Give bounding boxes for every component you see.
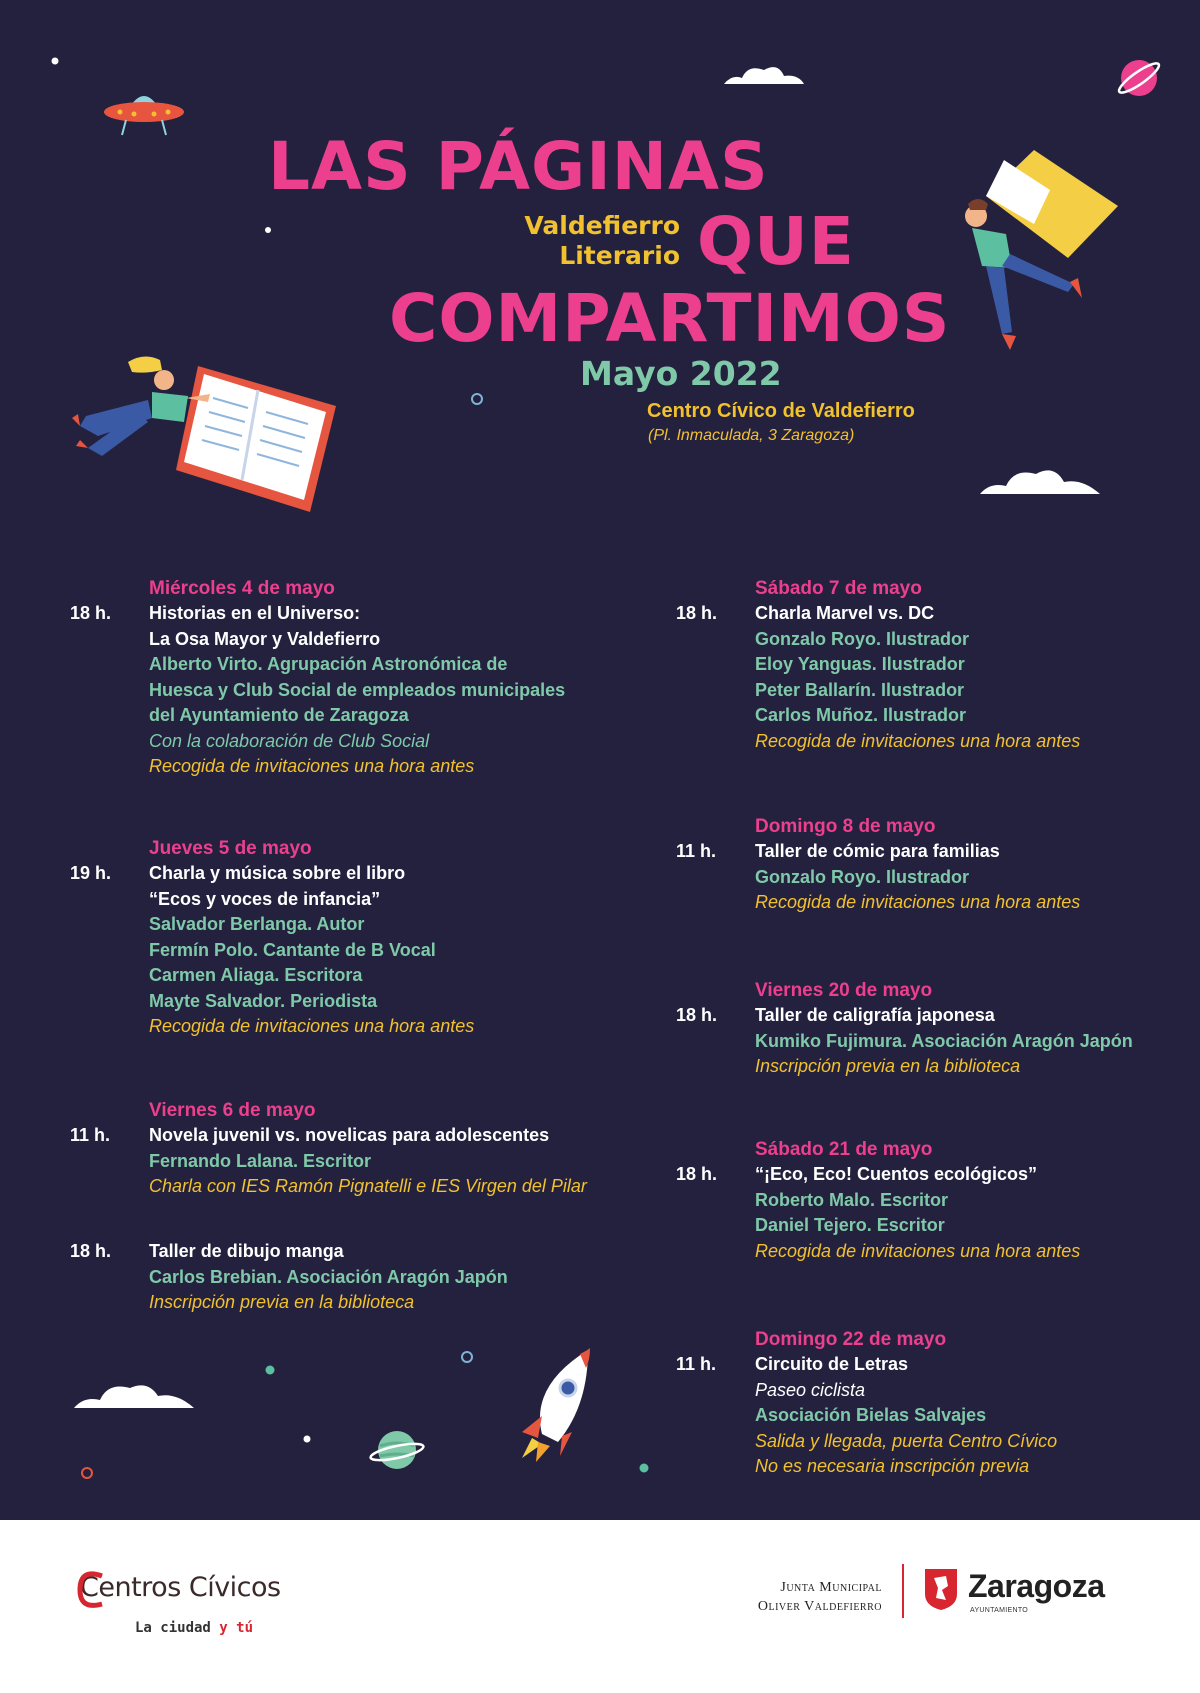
star-dot-icon [470,392,484,406]
tagline-part-1: La ciudad [135,1620,211,1636]
event-line: Taller de caligrafía japonesa [755,1005,995,1025]
event-line: Eloy Yanguas. Ilustrador [755,654,965,674]
event-line: Gonzalo Royo. Ilustrador [755,866,970,887]
event-details [755,1162,1080,1264]
subtitle-line-2: Literario [559,241,680,270]
event-line: Historias en el Universo: [149,603,361,623]
star-dot-icon [264,226,272,234]
city-subtitle: AYUNTAMIENTO [970,1607,1029,1614]
event-line: Carlos Muñoz. Ilustrador [755,705,967,725]
event-line: del Ayuntamiento de Zaragoza [149,705,409,725]
star-dot-icon [460,1350,474,1364]
event-day: Sábado 7 de mayo [755,578,922,599]
event-hour: 18 h. [676,1164,718,1184]
event-line: Charla Marvel vs. DC [755,603,935,623]
planet-icon [1114,56,1164,100]
event-details [755,839,1080,916]
event-line: Circuito de Letras [755,1354,909,1374]
event-details [755,1003,1133,1080]
event-sat-7 [676,576,1080,754]
event-line: Charla y música sobre el libro [149,863,406,883]
event-line: Peter Ballarín. Ilustrador [755,679,965,700]
centros-logo-text: Centros Cívicos [80,1572,281,1603]
event-fri-20 [676,978,1133,1080]
event-day: Viernes 20 de mayo [755,980,933,1001]
event-hour: 18 h. [70,603,112,623]
event-line: Fermín Polo. Cantante de B Vocal [149,939,436,960]
event-wed-4 [70,576,565,780]
event-line: Novela juvenil vs. novelicas para adolescentes [149,1125,550,1145]
city-name: Zaragoza [968,1568,1105,1604]
event-line: “Ecos y voces de infancia” [149,888,381,909]
event-details [755,601,1080,754]
event-line: Alberto Virto. Agrupación Astronómica de [149,654,508,674]
centros-civicos-logo [80,1572,281,1603]
centros-c-mark-icon [76,1568,106,1612]
event-line: Asociación Bielas Salvajes [755,1405,987,1425]
centros-tagline [135,1620,253,1636]
event-line: Recogida de invitaciones una hora antes [755,892,1081,912]
star-dot-icon [50,56,60,66]
event-line: Recogida de invitaciones una hora antes [149,1016,475,1036]
event-line: Huesca y Club Social de empleados municipales [149,679,566,700]
event-line: Charla con IES Ramón Pignatelli e IES Virgen del Pilar [149,1176,587,1196]
event-line: “¡Eco, Eco! Cuentos ecológicos” [755,1164,1038,1184]
event-details [149,1239,508,1316]
event-hour: 18 h. [676,1005,718,1025]
event-day: Domingo 22 de mayo [755,1329,947,1350]
event-details [149,601,565,780]
event-sun-8 [676,814,1080,916]
venue-address: (Pl. Inmaculada, 3 Zaragoza) [648,427,855,444]
planet-icon [368,1426,426,1474]
event-day: Miércoles 4 de mayo [149,578,335,599]
star-dot-icon [638,1462,650,1474]
event-hour: 19 h. [70,863,112,883]
event-line: Recogida de invitaciones una hora antes [149,756,475,776]
event-month: Mayo 2022 [580,354,782,393]
venue-name: Centro Cívico de Valdefierro [647,400,915,422]
reader-boy-icon [958,150,1128,360]
junta-line-2: Oliver Valdefierro [757,1599,882,1614]
star-dot-icon [264,1364,276,1376]
event-details [149,1123,587,1200]
footer-divider [902,1564,904,1618]
event-hour: 18 h. [676,603,718,623]
event-sat-21 [676,1137,1080,1264]
footer [0,1520,1200,1693]
event-thu-5 [70,836,474,1040]
event-line: Taller de dibujo manga [149,1241,344,1261]
star-dot-icon [302,1434,312,1444]
event-hour: 11 h. [70,1125,111,1145]
cloud-icon [978,464,1102,496]
event-line: Daniel Tejero. Escritor [755,1215,945,1235]
title-line-1: LAS PÁGINAS [268,128,769,205]
event-line: Carmen Aliaga. Escritora [149,965,363,985]
event-sun-22 [676,1327,1057,1480]
event-line: No es necesaria inscripción previa [755,1456,1030,1476]
event-day: Jueves 5 de mayo [149,838,312,859]
event-line: Kumiko Fujimura. Asociación Aragón Japón [755,1030,1133,1051]
event-line: Mayte Salvador. Periodista [149,990,378,1011]
event-line: Gonzalo Royo. Ilustrador [755,628,970,649]
event-line: Inscripción previa en la biblioteca [755,1056,1021,1076]
event-day: Sábado 21 de mayo [755,1139,933,1160]
cloud-icon [72,1380,196,1410]
event-hour: 11 h. [676,841,717,861]
event-fri-6-manga [70,1239,508,1316]
event-line: Roberto Malo. Escritor [755,1189,949,1210]
event-line: Fernando Lalana. Escritor [149,1150,372,1171]
event-line: Salvador Berlanga. Autor [149,914,365,934]
star-dot-icon [80,1466,94,1480]
junta-municipal [740,1578,882,1616]
zaragoza-shield-icon [922,1566,960,1612]
event-day: Viernes 6 de mayo [149,1100,316,1121]
event-details [755,1352,1057,1480]
event-line: Recogida de invitaciones una hora antes [755,1240,1081,1261]
event-line: La Osa Mayor y Valdefierro [149,628,381,649]
event-hour: 18 h. [70,1241,112,1261]
cloud-icon [722,62,806,86]
title-line-2: QUE [697,203,855,280]
subtitle-line-1: Valdefierro [524,211,680,240]
event-fri-6 [70,1098,587,1200]
event-day: Domingo 8 de mayo [755,816,936,837]
title-line-3: COMPARTIMOS [389,280,951,357]
event-line: Inscripción previa en la biblioteca [149,1292,415,1312]
event-line: Con la colaboración de Club Social [149,730,430,751]
event-line: Carlos Brebian. Asociación Aragón Japón [149,1266,508,1287]
event-line: Salida y llegada, puerta Centro Cívico [755,1430,1058,1451]
ufo-icon [100,80,190,140]
rocket-icon [508,1346,598,1462]
tagline-part-2: y tú [219,1620,254,1636]
zaragoza-logo [968,1568,1104,1605]
event-line: Taller de cómic para familias [755,841,1000,861]
event-line: Paseo ciclista [755,1379,866,1400]
reader-girl-icon [68,352,378,512]
event-details [149,861,474,1040]
event-hour: 11 h. [676,1354,717,1374]
junta-line-1: Junta Municipal [780,1580,882,1595]
event-line: Recogida de invitaciones una hora antes [755,730,1081,751]
